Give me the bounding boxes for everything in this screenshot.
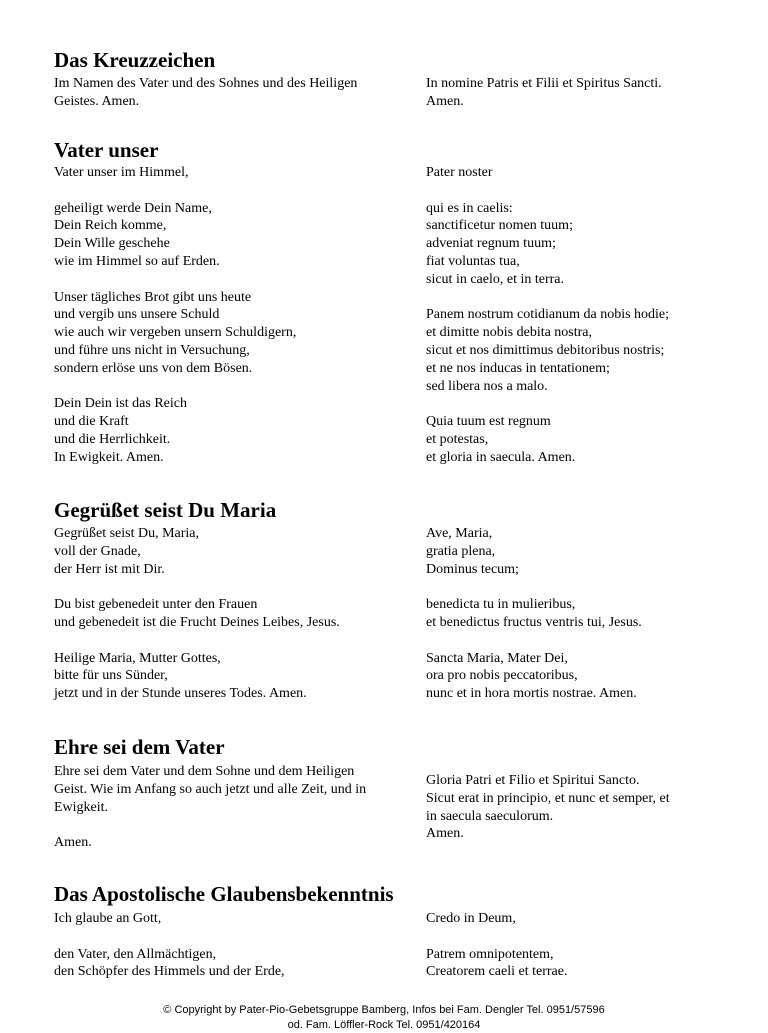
german-text xyxy=(54,525,404,703)
text-line: Dominus tecum; xyxy=(426,561,519,577)
text-line: et ne nos inducas in tentationem; xyxy=(426,360,610,376)
text-line: bitte für uns Sünder, xyxy=(54,668,168,684)
text-line: Unser tägliches Brot gibt uns heute xyxy=(54,289,252,305)
text-line: Sicut erat in principio, et nunc et semper, et xyxy=(426,790,670,806)
german-text xyxy=(54,910,404,981)
blank-line xyxy=(54,632,404,650)
text-line: In Ewigkeit. Amen. xyxy=(54,449,164,465)
blank-line xyxy=(426,578,716,596)
text-line: Ewigkeit. xyxy=(54,799,109,815)
blank-line xyxy=(54,816,404,834)
text-line: Heilige Maria, Mutter Gottes, xyxy=(54,650,221,666)
section-title: Gegrüßet seist Du Maria xyxy=(54,498,277,522)
latin-text xyxy=(426,910,716,981)
text-line: sanctificetur nomen tuum; xyxy=(426,218,573,234)
text-line: sed libera nos a malo. xyxy=(426,378,548,394)
german-text xyxy=(54,763,404,852)
blank-line xyxy=(54,578,404,596)
text-line: Sancta Maria, Mater Dei, xyxy=(426,650,568,666)
text-line: sicut et nos dimittimus debitoribus nostris; xyxy=(426,342,665,358)
text-line: adveniat regnum tuum; xyxy=(426,236,556,252)
text-line: Ehre sei dem Vater und dem Sohne und dem Heiligen xyxy=(54,764,355,779)
text-line: Vater unser im Himmel, xyxy=(54,165,189,180)
section-title: Vater unser xyxy=(54,138,159,162)
text-line: Quia tuum est regnum xyxy=(426,414,551,430)
text-line: nunc et in hora mortis nostrae. Amen. xyxy=(426,686,637,702)
latin-text xyxy=(426,525,716,703)
text-line: geheiligt werde Dein Name, xyxy=(54,200,212,216)
blank-line xyxy=(426,289,716,307)
text-line: benedicta tu in mulieribus, xyxy=(426,597,576,613)
text-line: gratia plena, xyxy=(426,543,496,559)
latin-text xyxy=(426,772,716,843)
text-line: Dein Wille geschehe xyxy=(54,236,170,252)
text-line: Creatorem caeli et terrae. xyxy=(426,964,568,980)
text-line: Amen. xyxy=(54,835,92,851)
text-line: Patrem omnipotentem, xyxy=(426,946,554,962)
text-line: Im Namen des Vater und des Sohnes und des Heiligen xyxy=(54,76,358,91)
section-title: Das Kreuzzeichen xyxy=(54,48,216,72)
text-line: Ich glaube an Gott, xyxy=(54,911,162,926)
text-line: und gebenedeit ist die Frucht Deines Leibes, Jesus. xyxy=(54,614,340,630)
text-line: et gloria in saecula. Amen. xyxy=(426,449,576,465)
text-line: Panem nostrum cotidianum da nobis hodie; xyxy=(426,307,670,323)
contact-line: od. Fam. Löffler-Rock Tel. 0951/420164 xyxy=(287,1019,481,1031)
blank-line xyxy=(426,182,716,200)
text-line: und die Herrlichkeit. xyxy=(54,431,171,447)
blank-line xyxy=(54,928,404,946)
copyright-line: © Copyright by Pater-Pio-Gebetsgruppe Bamberg, Infos bei Fam. Dengler Tel. 0951/57596 xyxy=(163,1004,605,1016)
text-line: ora pro nobis peccatoribus, xyxy=(426,668,578,684)
latin-text xyxy=(426,75,716,111)
text-line: Gegrüßet seist Du, Maria, xyxy=(54,526,200,541)
text-line: Ave, Maria, xyxy=(426,526,493,541)
text-line: et potestas, xyxy=(426,431,489,447)
text-line: Dein Dein ist das Reich xyxy=(54,396,187,412)
german-text xyxy=(54,164,404,467)
section-title: Ehre sei dem Vater xyxy=(54,735,225,759)
copyright-footer xyxy=(0,1003,768,1033)
text-line: et benedictus fructus ventris tui, Jesus. xyxy=(426,614,642,630)
text-line: und führe uns nicht in Versuchung, xyxy=(54,342,250,358)
text-line: Amen. xyxy=(426,826,464,842)
section-title: Das Apostolische Glaubensbekenntnis xyxy=(54,882,394,906)
text-line: Geist. Wie im Anfang so auch jetzt und alle Zeit, und in xyxy=(54,781,367,797)
text-line: qui es in caelis: xyxy=(426,200,513,216)
blank-line xyxy=(54,182,404,200)
text-line: wie auch wir vergeben unsern Schuldigern, xyxy=(54,325,297,341)
german-text xyxy=(54,75,404,111)
latin-text xyxy=(426,164,716,467)
text-line: Du bist gebenedeit unter den Frauen xyxy=(54,597,258,613)
text-line: sondern erlöse uns von dem Bösen. xyxy=(54,360,253,376)
text-line: Pater noster xyxy=(426,165,493,180)
text-line: sicut in caelo, et in terra. xyxy=(426,271,564,287)
blank-line xyxy=(54,271,404,289)
text-line: und vergib uns unsere Schuld xyxy=(54,307,220,323)
text-line: et dimitte nobis debita nostra, xyxy=(426,325,593,341)
text-line: Geistes. Amen. xyxy=(54,93,140,109)
blank-line xyxy=(426,632,716,650)
text-line: und die Kraft xyxy=(54,414,129,430)
text-line: fiat voluntas tua, xyxy=(426,253,520,269)
text-line: in saecula saeculorum. xyxy=(426,808,554,824)
text-line: der Herr ist mit Dir. xyxy=(54,561,165,577)
text-line: voll der Gnade, xyxy=(54,543,141,559)
text-line: Credo in Deum, xyxy=(426,911,516,926)
text-line: In nomine Patris et Filii et Spiritus Sancti. xyxy=(426,76,662,91)
text-line: Gloria Patri et Filio et Spiritui Sancto. xyxy=(426,773,640,788)
text-line: Dein Reich komme, xyxy=(54,218,167,234)
text-line: den Schöpfer des Himmels und der Erde, xyxy=(54,964,285,980)
blank-line xyxy=(426,395,716,413)
text-line: Amen. xyxy=(426,93,464,109)
text-line: den Vater, den Allmächtigen, xyxy=(54,946,217,962)
text-line: jetzt und in der Stunde unseres Todes. Amen. xyxy=(54,686,307,702)
text-line: wie im Himmel so auf Erden. xyxy=(54,253,220,269)
blank-line xyxy=(426,928,716,946)
blank-line xyxy=(54,378,404,396)
